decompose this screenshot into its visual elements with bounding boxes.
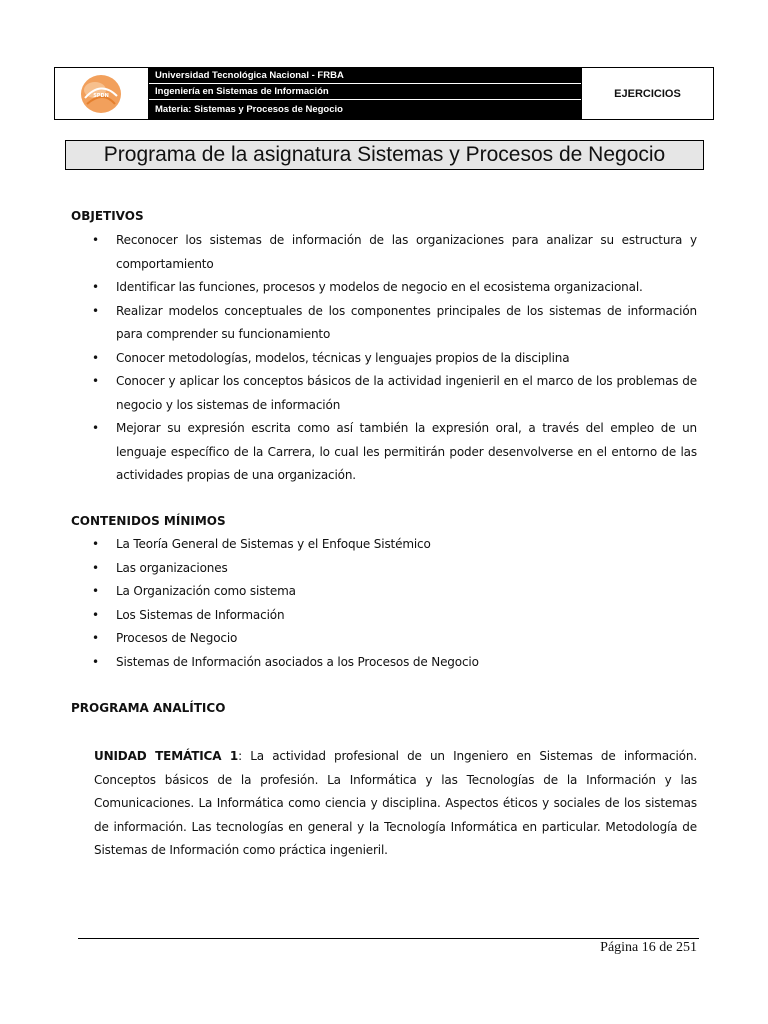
footer-divider	[328, 938, 699, 939]
list-item: • Sistemas de Información asociados a los Procesos de Negocio	[92, 651, 697, 675]
list-item: • Conocer metodologías, modelos, técnicas y lenguajes propios de la disciplina	[92, 347, 697, 371]
list-item: • La Organización como sistema	[92, 580, 697, 604]
objetivos-list	[92, 229, 697, 488]
list-item: • La Teoría General de Sistemas y el Enfoque Sistémico	[92, 533, 697, 557]
header-section: EJERCICIOS	[581, 68, 713, 119]
unidad-text: : La actividad profesional de un Ingeniero en Sistemas de información. Conceptos básicos de la profesión. La Informática y las Tecnologías de la Información y las Comunicaciones. La Informática como ciencia y disciplina. Aspectos éticos y sociales de los sistemas de información. Las tecnologías en general y la Tecnología Informática en particular. Metodología de Sistemas de Información como práctica ingenieril.	[94, 749, 697, 857]
document-header	[54, 67, 714, 120]
list-item: • Mejorar su expresión escrita como así también la expresión oral, a través del empleo de un lenguaje específico de la Carrera, lo cual les permitirán poder desenvolverse en el entorno de las actividades propias de una organización.	[92, 417, 697, 488]
unidad-paragraph	[94, 745, 697, 863]
unidad-label: UNIDAD TEMÁTICA 1	[94, 749, 239, 763]
contenidos-heading: CONTENIDOS MÍNIMOS	[71, 514, 226, 528]
logo	[55, 68, 149, 119]
programa-heading: PROGRAMA ANALÍTICO	[71, 701, 226, 715]
list-item: • Las organizaciones	[92, 557, 697, 581]
header-university: Universidad Tecnológica Nacional - FRBA	[149, 68, 581, 84]
svg-text:SPDN: SPDN	[93, 93, 109, 99]
contenidos-list	[92, 533, 697, 674]
list-item: • Reconocer los sistemas de información de las organizaciones para analizar su estructura y comportamiento	[92, 229, 697, 276]
page-title: Programa de la asignatura Sistemas y Procesos de Negocio	[65, 140, 704, 170]
header-subject: Materia: Sistemas y Procesos de Negocio	[149, 100, 581, 119]
list-item: • Identificar las funciones, procesos y modelos de negocio en el ecosistema organizacional.	[92, 276, 697, 300]
spdn-logo-icon	[55, 68, 147, 118]
list-item: • Procesos de Negocio	[92, 627, 697, 651]
list-item: • Realizar modelos conceptuales de los componentes principales de los sistemas de información para comprender su funcionamiento	[92, 300, 697, 347]
footer-divider	[78, 938, 328, 939]
page-number: Página 16 de 251	[600, 940, 697, 955]
objetivos-heading: OBJETIVOS	[71, 209, 144, 223]
list-item: • Conocer y aplicar los conceptos básicos de la actividad ingenieril en el marco de los problemas de negocio y los sistemas de información	[92, 370, 697, 417]
header-career: Ingeniería en Sistemas de Información	[149, 84, 581, 100]
list-item: • Los Sistemas de Información	[92, 604, 697, 628]
